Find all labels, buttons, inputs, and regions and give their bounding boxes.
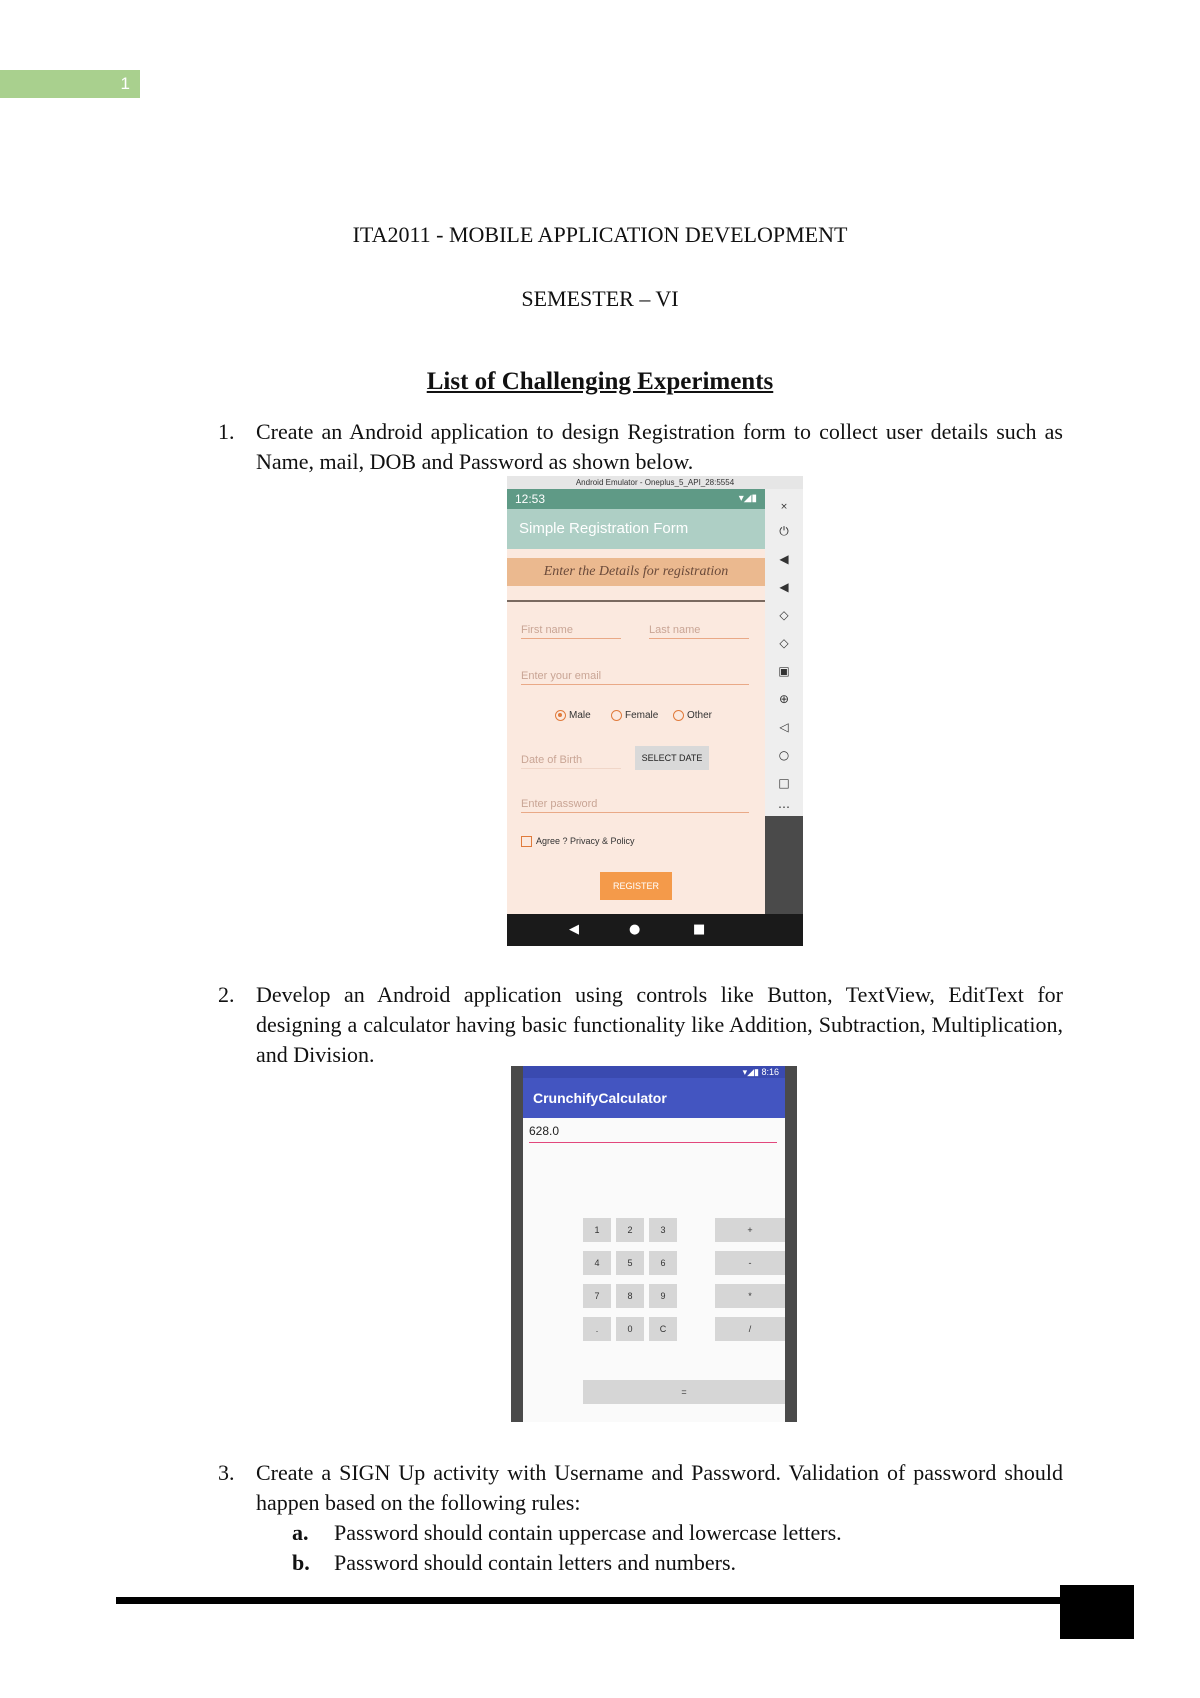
sub-item-text: Password should contain letters and numbers. xyxy=(334,1550,737,1575)
key-clear[interactable]: C xyxy=(649,1317,677,1341)
email-field[interactable]: Enter your email xyxy=(521,670,749,685)
overview-icon[interactable]: □ xyxy=(778,776,790,790)
last-name-field[interactable]: Last name xyxy=(649,624,749,639)
item-text: Create an Android application to design Registration form to collect user details such as Name, mail, DOB and Password as shown below. xyxy=(256,419,1063,474)
footer-rule xyxy=(116,1597,1066,1604)
registration-banner: Enter the Details for registration xyxy=(507,558,765,586)
radio-other[interactable] xyxy=(673,710,712,721)
key-1[interactable]: 1 xyxy=(583,1218,611,1242)
agree-label: Agree ? Privacy & Policy xyxy=(536,836,635,846)
nav-home-icon[interactable]: ● xyxy=(629,922,641,937)
back-icon[interactable]: ◁ xyxy=(779,720,789,734)
camera-icon[interactable]: ▣ xyxy=(778,664,790,678)
calculator-app-screenshot xyxy=(511,1066,797,1422)
page-number-badge xyxy=(0,70,140,98)
list-item xyxy=(218,1458,1063,1518)
register-button[interactable]: REGISTER xyxy=(600,872,672,900)
radio-male[interactable] xyxy=(555,710,591,721)
power-icon[interactable]: ⏻ xyxy=(779,524,789,538)
key-9[interactable]: 9 xyxy=(649,1284,677,1308)
item-number: 2. xyxy=(218,982,235,1007)
volume-down-icon[interactable]: ◀ xyxy=(779,580,789,594)
list-item xyxy=(218,417,1063,477)
semester-label: SEMESTER – VI xyxy=(521,286,679,311)
registration-form xyxy=(507,476,765,946)
more-icon[interactable]: ⋯ xyxy=(778,800,790,814)
page-number: 1 xyxy=(120,74,130,93)
sub-item xyxy=(292,1548,736,1578)
item-text: Create a SIGN Up activity with Username and Password. Validation of password should happen based on the following rules: xyxy=(256,1460,1063,1515)
sub-item-text: Password should contain uppercase and lowercase letters. xyxy=(334,1520,842,1545)
radio-label: Male xyxy=(569,710,591,722)
emulator-title: Android Emulator - Oneplus_5_API_28:5554 xyxy=(507,476,803,489)
radio-label: Other xyxy=(687,710,713,722)
key-decimal[interactable]: . xyxy=(583,1317,611,1341)
app-title: Simple Registration Form xyxy=(507,509,765,549)
sub-item-label: b. xyxy=(292,1550,310,1575)
item-number: 3. xyxy=(218,1460,235,1485)
item-text: Develop an Android application using controls like Button, TextView, EditText for designing a calculator having basic functionality like Addition, Subtraction, Multiplication, and Division. xyxy=(256,982,1063,1067)
select-date-button[interactable]: SELECT DATE xyxy=(635,746,709,770)
key-multiply[interactable]: * xyxy=(715,1284,785,1308)
key-4[interactable]: 4 xyxy=(583,1251,611,1275)
nav-recents-icon[interactable]: ■ xyxy=(693,922,706,937)
calc-clock: 8:16 xyxy=(761,1067,779,1077)
key-2[interactable]: 2 xyxy=(616,1218,644,1242)
calc-app-title: CrunchifyCalculator xyxy=(523,1078,785,1118)
checkbox-icon xyxy=(521,836,532,847)
calculator-screen xyxy=(523,1066,785,1422)
signal-battery-icon: ▾◢▮ xyxy=(742,1067,762,1077)
calc-status-bar xyxy=(523,1066,785,1078)
zoom-icon[interactable]: ⊕ xyxy=(778,692,790,706)
key-plus[interactable]: + xyxy=(715,1218,785,1242)
course-title: ITA2011 - MOBILE APPLICATION DEVELOPMENT xyxy=(352,222,848,247)
key-equals[interactable]: = xyxy=(583,1380,785,1404)
key-3[interactable]: 3 xyxy=(649,1218,677,1242)
home-icon[interactable]: ○ xyxy=(778,748,790,762)
password-field[interactable]: Enter password xyxy=(521,798,749,813)
rotate-left-icon[interactable]: ◇ xyxy=(779,608,789,622)
list-item xyxy=(218,980,1063,1070)
key-7[interactable]: 7 xyxy=(583,1284,611,1308)
sub-item-label: a. xyxy=(292,1520,309,1545)
key-minus[interactable]: - xyxy=(715,1251,785,1275)
close-icon[interactable]: × xyxy=(780,502,788,512)
first-name-field[interactable]: First name xyxy=(521,624,621,639)
calc-display-field[interactable]: 628.0 xyxy=(529,1124,777,1143)
footer-block xyxy=(1060,1585,1134,1639)
android-nav-bar xyxy=(507,914,803,946)
sub-item xyxy=(292,1518,842,1548)
radio-icon xyxy=(673,710,684,721)
list-title: List of Challenging Experiments xyxy=(426,368,774,395)
agree-checkbox[interactable] xyxy=(521,836,635,847)
item-number: 1. xyxy=(218,419,235,444)
dob-field[interactable]: Date of Birth xyxy=(521,754,621,769)
key-6[interactable]: 6 xyxy=(649,1251,677,1275)
registration-app-screenshot xyxy=(507,476,803,946)
radio-label: Female xyxy=(625,710,659,722)
radio-icon xyxy=(611,710,622,721)
signal-battery-icon: ▾◢▮ xyxy=(738,493,757,504)
key-divide[interactable]: / xyxy=(715,1317,785,1341)
status-time: 12:53 xyxy=(515,492,546,506)
key-5[interactable]: 5 xyxy=(616,1251,644,1275)
nav-back-icon[interactable]: ◀ xyxy=(569,922,579,937)
key-8[interactable]: 8 xyxy=(616,1284,644,1308)
rotate-right-icon[interactable]: ◇ xyxy=(779,636,789,650)
volume-up-icon[interactable]: ◀ xyxy=(779,552,789,566)
radio-selected-icon xyxy=(555,710,566,721)
radio-female[interactable] xyxy=(611,710,658,721)
key-0[interactable]: 0 xyxy=(616,1317,644,1341)
